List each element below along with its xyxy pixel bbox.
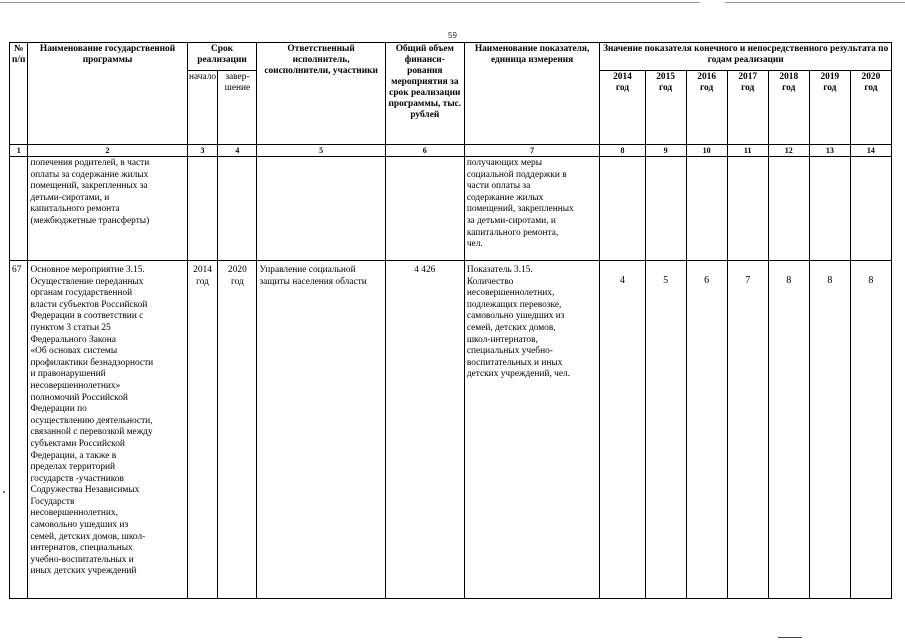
header-year: 2019 год [809, 71, 850, 145]
value-cell [727, 157, 768, 261]
value-cell: 5 [645, 261, 686, 599]
value-cell: 8 [850, 261, 891, 599]
executor-cell [257, 157, 385, 261]
header-year: 2016 год [686, 71, 727, 145]
page-number: 59 [448, 31, 457, 40]
top-rule-right [725, 2, 905, 3]
column-number-row [10, 145, 892, 157]
indicator-cell: получающих меры социальной поддержки в части оплаты за содержание жилых помещений, закрепленных за детьми-сиротами, и капитального ремонта, чел. [464, 157, 600, 261]
header-year: 2015 год [645, 71, 686, 145]
column-number: 3 [187, 145, 218, 157]
scan-mark [3, 491, 5, 493]
finance-cell: 4 426 [385, 261, 464, 599]
header-term-start: начало [187, 71, 218, 145]
bottom-rule [778, 637, 802, 638]
value-cell: 8 [768, 261, 809, 599]
header-year: 2018 год [768, 71, 809, 145]
header-finance: Общий объем финанси- рования мероприятия за срок реализации программы, тыс. рублей [385, 43, 464, 145]
column-number: 10 [686, 145, 727, 157]
value-cell [768, 157, 809, 261]
program-table [9, 42, 892, 599]
column-number: 5 [257, 145, 385, 157]
value-cell [850, 157, 891, 261]
header-indicator: Наименование показателя, единица измерения [464, 43, 600, 145]
column-number: 11 [727, 145, 768, 157]
value-cell: 7 [727, 261, 768, 599]
finance-cell [385, 157, 464, 261]
header-year: 2020 год [850, 71, 891, 145]
program-name-cell: попечения родителей, в части оплаты за содержание жилых помещений, закрепленных за детьми-сиротами, и капитального ремонта (межбюджетные трансферты) [28, 157, 187, 261]
header-values-group: Значение показателя конечного и непосредственного результата по годам реализации [600, 43, 892, 71]
column-number: 9 [645, 145, 686, 157]
table-row [10, 157, 892, 261]
column-number: 8 [600, 145, 645, 157]
column-number: 14 [850, 145, 891, 157]
value-cell: 4 [600, 261, 645, 599]
column-number: 2 [28, 145, 187, 157]
value-cell: 6 [686, 261, 727, 599]
indicator-cell: Показатель 3.15. Количество несовершеннолетних, подлежащих перевозке, самовольно ушедших из семей, детских домов, школ-интернатов, специальных учебно- воспитательных и иных детских учреждений, чел. [464, 261, 600, 599]
executor-cell: Управление социальной защиты населения области [257, 261, 385, 599]
row-number-cell: 67 [10, 261, 28, 599]
start-year-cell [187, 157, 218, 261]
header-term: Срок реализации [187, 43, 257, 71]
column-number: 12 [768, 145, 809, 157]
column-number: 4 [218, 145, 257, 157]
column-number: 13 [809, 145, 850, 157]
header-term-end: завер- шение [218, 71, 257, 145]
header-num: № п/п [10, 43, 28, 145]
header-program: Наименование государственной программы [28, 43, 187, 145]
top-rule-left [0, 2, 700, 3]
value-cell [809, 157, 850, 261]
row-number-cell [10, 157, 28, 261]
end-year-cell [218, 157, 257, 261]
column-number: 1 [10, 145, 28, 157]
value-cell [645, 157, 686, 261]
value-cell [600, 157, 645, 261]
value-cell: 8 [809, 261, 850, 599]
start-year-cell: 2014 год [187, 261, 218, 599]
program-name-cell: Основное мероприятие 3.15. Осуществление переданных органам государственной власти субъектов Российской Федерации в соответствии с пунктом 3 статьи 25 Федерального Закона «Об основах системы профилактики безнадзорности и правонарушений несовершеннолетних» полномочий Российской Федерации по осуществлению деятельности, связанной с перевозкой между субъектами Российской Федерации, а также в пределах территорий государств -участников Содружества Независимых Государств несовершеннолетних, самовольно ушедших из семей, детских домов, школ- интернатов, специальных учебно-воспитательных и иных детских учреждений [28, 261, 187, 599]
end-year-cell: 2020 год [218, 261, 257, 599]
column-number: 7 [464, 145, 600, 157]
table-row [10, 261, 892, 599]
header-year: 2017 год [727, 71, 768, 145]
header-row-1 [10, 43, 892, 71]
column-number: 6 [385, 145, 464, 157]
header-executor: Ответственный исполнитель, соисполнители, участники [257, 43, 385, 145]
header-year: 2014 год [600, 71, 645, 145]
value-cell [686, 157, 727, 261]
